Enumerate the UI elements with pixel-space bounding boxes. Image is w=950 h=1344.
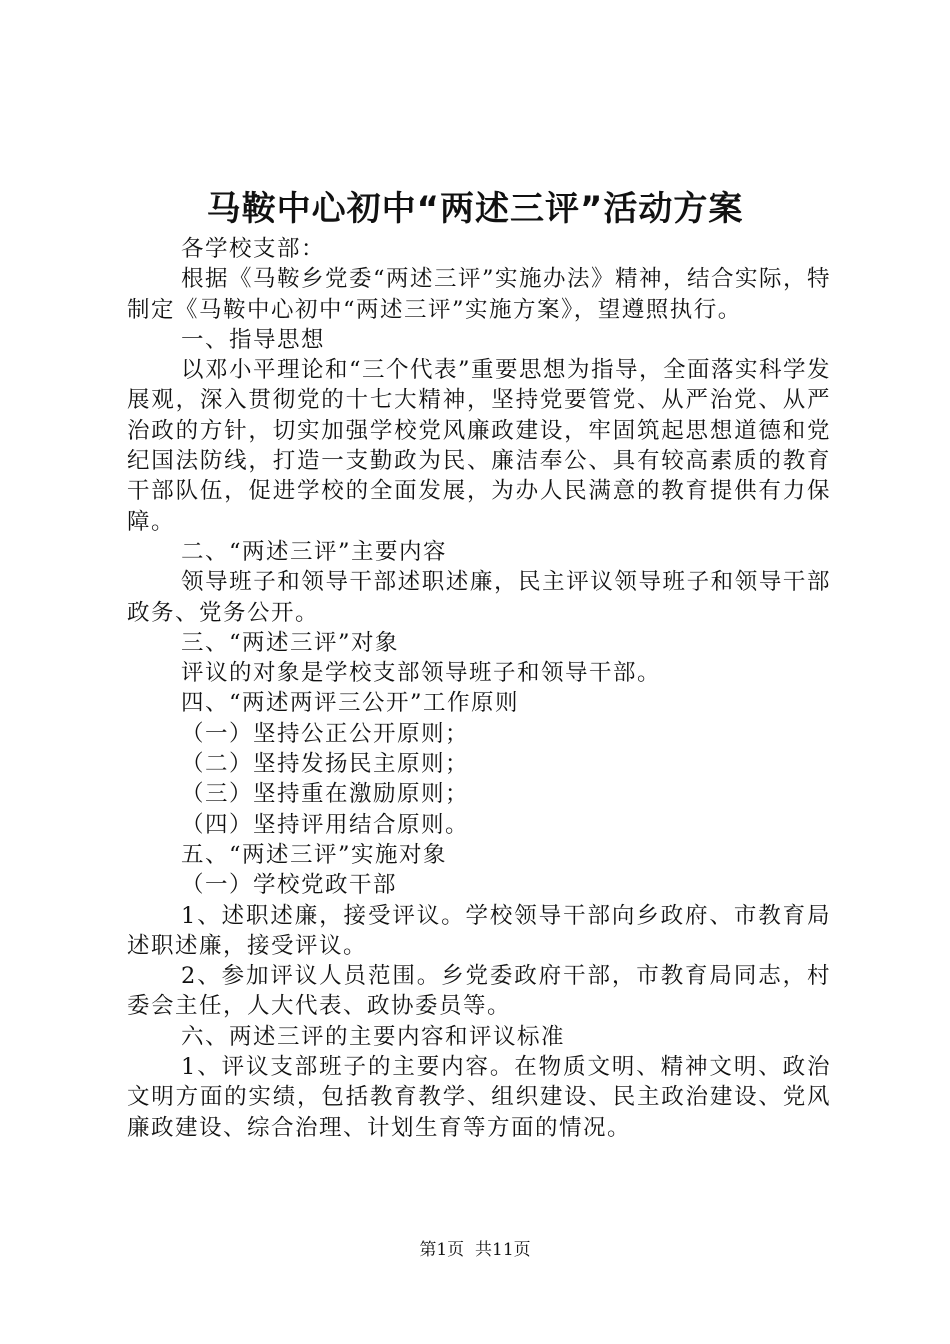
principle-item-4: （四）坚持评用结合原则。 [181,811,470,838]
section-heading-6: 六、两述三评的主要内容和评议标准 [181,1023,566,1050]
principle-item-3: （三）坚持重在激励原则； [181,781,470,808]
section-1-paragraph: 以邓小平理论和“三个代表”重要思想为指导，全面落实科学发展观，深入贯彻党的十七大精神，坚持党要管党、从严治党、从严治政的方针，切实加强学校党风廉政建设，牢固筑起思想道德和党纪国法防线，打造一支勤政为民、廉洁奉公、具有较高素质的教育干部队伍，促进学校的全面发展，为办人民满意的教育提供有力保障。 [127,357,832,535]
section-6-item-1: 1、评议支部班子的主要内容。在物质文明、精神文明、政治文明方面的实绩，包括教育教学、组织建设、民主政治建设、党风廉政建设、综合治理、计划生育等方面的情况。 [127,1054,831,1141]
document-title: 马鞍中心初中“两述三评”活动方案 [206,189,744,229]
section-3-paragraph: 评议的对象是学校支部领导班子和领导干部。 [181,660,662,687]
salutation: 各学校支部： [181,236,326,262]
section-2-paragraph: 领导班子和领导干部述职述廉，民主评议领导班子和领导干部政务、党务公开。 [127,569,831,626]
principle-item-1: （一）坚持公正公开原则； [181,720,470,747]
page-number: 第1页 [419,1240,465,1260]
intro-paragraph: 根据《马鞍乡党委“两述三评”实施办法》精神，结合实际，特制定《马鞍中心初中“两述三评”实施方案》，望遵照执行。 [127,266,832,323]
document-body [127,234,831,1143]
page-footer [0,1238,950,1262]
section-heading-3: 三、“两述三评”对象 [181,629,400,656]
section-heading-5: 五、“两述三评”实施对象 [181,841,448,868]
section-5-item-2: 2、参加评议人员范围。乡党委政府干部，市教育局同志，村委会主任，人大代表、政协委员等。 [127,963,831,1020]
page-total: 共11页 [475,1240,531,1260]
section-5-item-1: 1、述职述廉，接受评议。学校领导干部向乡政府、市教育局述职述廉，接受评议。 [127,902,831,959]
subsection-heading-5-1: （一）学校党政干部 [181,872,398,899]
section-heading-4: 四、“两述两评三公开”工作原则 [181,690,520,717]
principle-item-2: （二）坚持发扬民主原则； [181,751,470,778]
section-heading-2: 二、“两述三评”主要内容 [181,538,448,565]
section-heading-1: 一、指导思想 [181,326,326,353]
